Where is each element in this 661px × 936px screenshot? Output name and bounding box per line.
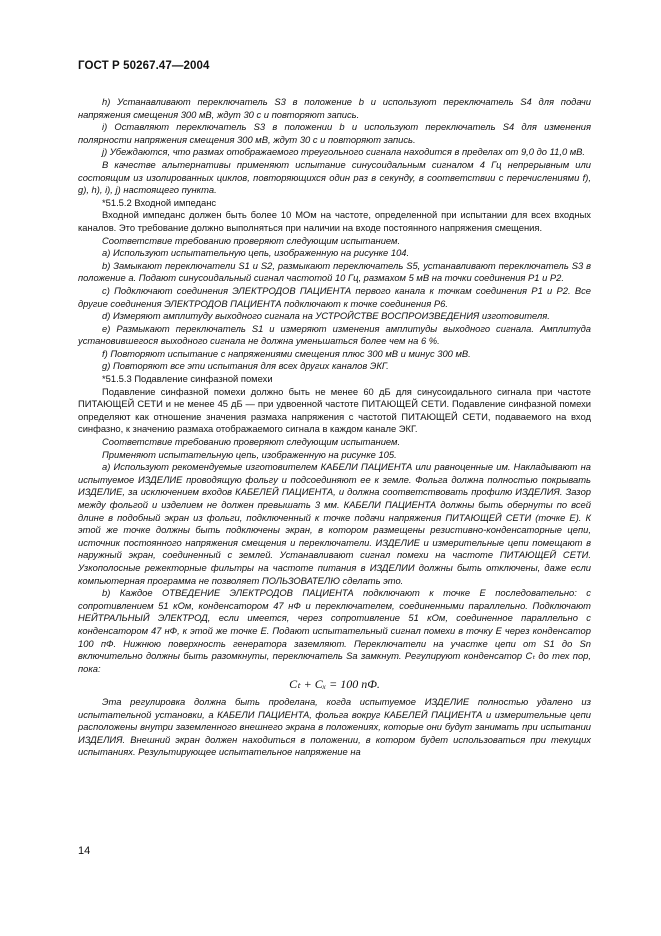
- section-heading-51-5-3: *51.5.3 Подавление синфазной помехи: [102, 373, 273, 385]
- page-number: 14: [78, 845, 91, 857]
- paragraph-cm-step-a: a) Используют рекомендуемые изготовителем КАБЕЛИ ПАЦИЕНТА или равноценные им. Накладывают на испытуемое ИЗДЕЛИЕ проводящую фольгу и подсоединяют ее к земле. Фольга должна полностью покрывать ИЗДЕЛИЕ, за исключением входов КАБЕЛЕЙ ПАЦИЕНТА, и должна соответствовать профилю ИЗДЕЛИЯ. Зазор между фольгой и изделием не должен превышать 3 мм. КАБЕЛИ ПАЦИЕНТА должны быть обернуты по всей длине в подобный экран из фольги, подключенный к точке подачи напряжения ПИТАЮЩЕЙ СЕТИ (точке E). К этой же точке должны быть подключены экран, в котором размещены резистивно-конденсаторные цепи, источник постоянного напряжения смещения и переключатели. ИЗДЕЛИЕ и измерительные цепи помещают в наружный экран, соединенный с землей. Устанавливают сигнал помехи на частоте ПИТАЮЩЕЙ СЕТИ. Узкополосные режекторные фильтры на частоте питания в ИЗДЕЛИИ должны быть отключены, даже если компьютерная программа не позволяет ПОЛЬЗОВАТЕЛЮ сделать это.: [78, 461, 591, 586]
- paragraph-step-d: d) Измеряют амплитуду выходного сигнала на УСТРОЙСТВЕ ВОСПРОИЗВЕДЕНИЯ изготовителя.: [102, 310, 550, 322]
- paragraph-step-f: f) Повторяют испытание с напряжениями смещения плюс 300 мВ и минус 300 мВ.: [102, 347, 471, 359]
- paragraph-common-mode: Подавление синфазной помехи должно быть не менее 60 дБ для синусоидального сигнала при частоте ПИТАЮЩЕЙ СЕТИ и не менее 45 дБ — при удвоенной частоте ПИТАЮЩЕЙ СЕТИ. Подавление синфазной помехи определяют как отношение значения размаха напряжения с частотой ПИТАЮЩЕЙ СЕТИ, подаваемого на вход синфазно, к значению размаха отображаемого сигнала в каждом канале ЭКГ.: [78, 385, 591, 435]
- paragraph-step-c: c) Подключают соединения ЭЛЕКТРОДОВ ПАЦИЕНТА первого канала к точкам соединения P1 и P2. Все другие соединения ЭЛЕКТРОДОВ ПАЦИЕНТА подключают к точке соединения P6.: [78, 284, 591, 309]
- paragraph-step-e: e) Размыкают переключатель S1 и измеряют изменения амплитуды выходного сигнала. Амплитуда установившегося выходного сигнала не должна уменьшаться более чем на 6 %.: [78, 322, 591, 347]
- paragraph-test-circuit: Применяют испытательную цепь, изображенную на рисунке 105.: [102, 448, 397, 460]
- paragraph-j: j) Убеждаются, что размах отображаемого треугольного сигнала находится в пределах от 9,0 до 11,0 мВ.: [102, 146, 586, 158]
- document-body: [78, 96, 591, 759]
- paragraph-adjustment: Эта регулировка должна быть проделана, когда испытуемое ИЗДЕЛИЕ полностью удалено из испытательной установки, а КАБЕЛИ ПАЦИЕНТА, фольга вокруг КАБЕЛЕЙ ПАЦИЕНТА и измерительные цепи расположены внутри заземленного внешнего экрана в положениях, которые они будут занимать при испытании ИЗДЕЛИЯ. Внешний экран должен находиться в положении, в котором будет использоваться при текущих испытаниях. Результирующее испытательное напряжение на: [78, 695, 591, 758]
- document-header: ГОСТ Р 50267.47—2004: [78, 60, 210, 72]
- section-heading-51-5-2: *51.5.2 Входной импеданс: [102, 196, 217, 208]
- paragraph-compliance: Соответствие требованию проверяют следующим испытанием.: [102, 234, 401, 246]
- paragraph-step-g: g) Повторяют все эти испытания для всех других каналов ЭКГ.: [102, 360, 389, 372]
- paragraph-compliance-2: Соответствие требованию проверяют следующим испытанием.: [102, 436, 401, 448]
- paragraph-input-impedance: Входной импеданс должен быть более 10 МОм на частоте, определенной при испытании для всех входных каналов. Это требование должно выполняться при наличии на входе постоянного напряжения смещения.: [78, 209, 591, 233]
- paragraph-h: h) Устанавливают переключатель S3 в положение b и используют переключатель S4 для подачи напряжения смещения 300 мВ, ждут 30 с и повторяют запись.: [78, 96, 591, 120]
- paragraph-i: i) Оставляют переключатель S3 в положении b и используют переключатель S4 для изменения полярности напряжения смещения 300 мВ, ждут 30 с и повторяют запись.: [78, 121, 591, 145]
- formula: [78, 678, 591, 691]
- formula-text: Cₜ + Cₓ = 100 пФ.: [289, 677, 380, 692]
- paragraph-step-a: a) Используют испытательную цепь, изображенную на рисунке 104.: [102, 247, 410, 259]
- paragraph-alternative: В качестве альтернативы применяют испытание синусоидальным сигналом 4 Гц непрерывным или состоящим из изолированных циклов, повторяющихся один раз в секунду, в соответствии с перечислениями f), g), h), i), j) настоящего пункта.: [78, 158, 591, 196]
- paragraph-step-b: b) Замыкают переключатели S1 и S2, размыкают переключатель S5, устанавливают переключатель S3 в положение a. Подают синусоидальный сигнал частотой 10 Гц, размахом 5 мВ на точки соединения P1 и P2.: [78, 259, 591, 284]
- paragraph-cm-step-b: b) Каждое ОТВЕДЕНИЕ ЭЛЕКТРОДОВ ПАЦИЕНТА подключают к точке E последовательно: с сопротивлением 51 кОм, конденсатором 47 нФ и переключателем, соединенными параллельно. Подключают НЕЙТРАЛЬНЫЙ ЭЛЕКТРОД, если имеется, через сопротивление 51 кОм, соединенное параллельно с конденсатором 47 нФ, к этой же точке E. Подают испытательный сигнал помехи в точку E через конденсатор 100 пФ. Нижнюю поверхность генератора заземляют. Переключатели на участке цепи от S1 до Sn включительно должны быть разомкнуты, переключатель Sa замкнут. Регулируют конденсатор Cₜ до тех пор, пока:: [78, 587, 591, 674]
